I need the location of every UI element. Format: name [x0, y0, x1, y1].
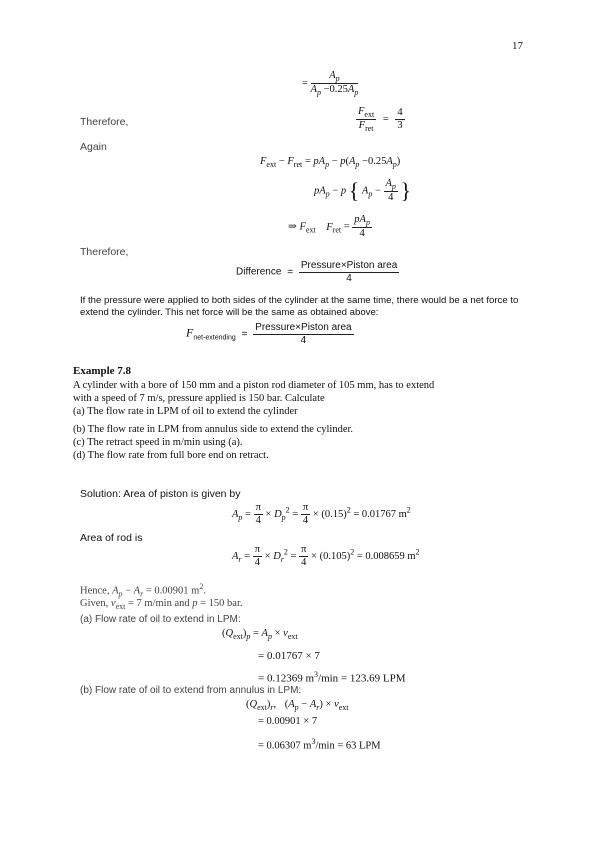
symbol-Q: Q	[225, 628, 234, 639]
equals-sign: =	[245, 508, 251, 520]
equals-sign: =	[304, 156, 311, 167]
coefficient: −0.25	[362, 156, 387, 167]
symbol-A: A	[385, 178, 392, 189]
symbol-A: A	[318, 156, 326, 167]
symbol-A: A	[261, 628, 268, 639]
equals-sign: =	[290, 550, 297, 562]
symbol-A: A	[386, 156, 393, 167]
symbol-A: A	[309, 699, 317, 710]
denominator-4: 4	[301, 557, 307, 569]
symbol-A: A	[133, 585, 141, 597]
subscript-p: p	[267, 632, 272, 642]
subscript-ext: ext	[287, 632, 298, 642]
numerator-pi: π	[253, 544, 262, 557]
net-force-paragraph	[80, 295, 518, 319]
equals-sign: =	[287, 266, 294, 278]
open-brace: {	[348, 178, 360, 204]
solution-part-b: (b) Flow rate of oil to extend from annulus in LPM:	[80, 685, 302, 696]
symbol-A: A	[359, 214, 366, 225]
subscript-ext: ext	[115, 602, 126, 612]
flow-b-value: = 0.06307 m	[258, 740, 312, 752]
times-sign: ×	[265, 508, 272, 520]
equation-rod-area	[232, 544, 420, 569]
page-number: 17	[512, 40, 523, 52]
symbol-p: p	[314, 185, 320, 197]
numerator-4: 4	[397, 107, 403, 119]
symbol-v: v	[334, 699, 339, 710]
superscript-2: 2	[283, 547, 288, 557]
flow-b-lpm: /min = 63 LPM	[315, 740, 381, 752]
numerator-pi: π	[299, 544, 308, 557]
subscript-p: p	[365, 218, 370, 228]
rod-diameter-value: (0.105)	[319, 550, 351, 562]
symbol-Q: Q	[249, 699, 258, 710]
symbol-A: A	[232, 550, 239, 562]
superscript-3: 3	[314, 670, 319, 679]
minus-sign: −	[125, 585, 132, 597]
solution-part-a: (a) Flow rate of oil to extend in LPM:	[80, 614, 241, 625]
denominator-4: 4	[300, 334, 307, 346]
subscript-p: p	[325, 189, 330, 199]
period: .	[203, 585, 206, 597]
equation-flow-b-3	[258, 737, 381, 752]
superscript-2: 2	[285, 505, 290, 515]
symbol-F: F	[358, 106, 365, 117]
denominator-4: 4	[346, 272, 352, 284]
coefficient: −0.25	[323, 84, 348, 96]
subscript-p: p	[325, 160, 330, 170]
equation-force-difference: $F_{ext} - F_{ret} = pA_p - p(A_p -0.25A_p)$	[260, 156, 401, 170]
subscript-ext: ext	[364, 110, 375, 120]
label-therefore-1: Therefore,	[80, 116, 129, 128]
symbol-F: F	[287, 156, 294, 167]
given-velocity: = 7 m/min and	[128, 598, 190, 609]
subscript-p: p	[368, 189, 373, 199]
times-sign: ×	[325, 699, 332, 710]
times-sign: ×	[274, 628, 281, 639]
symbol-A: A	[310, 84, 317, 96]
subscript-ret: ret	[293, 160, 303, 170]
superscript-2: 2	[406, 505, 411, 515]
symbol-A: A	[112, 585, 119, 597]
symbol-A: A	[329, 70, 336, 81]
hence-value: = 0.00901 m	[145, 585, 200, 597]
superscript-3: 3	[311, 737, 316, 746]
symbol-D: D	[273, 550, 281, 562]
numerator-pi: π	[254, 502, 263, 515]
symbol-D: D	[274, 508, 282, 520]
piston-area-result: = 0.01767 m	[353, 508, 407, 520]
equation-flow-b-1: $(Q_{ext})_r$, $(A_p - A_r) \times v_{ext}$	[246, 699, 349, 713]
implies-arrow: ⇒	[288, 221, 297, 233]
denominator-4: 4	[255, 515, 261, 527]
example-line: (d) The flow rate from full bore end on retract.	[73, 450, 269, 461]
equation-area-ratio	[302, 70, 358, 98]
equation-brace-form	[314, 178, 411, 204]
symbol-A: A	[232, 508, 239, 520]
given-word: Given,	[80, 598, 109, 609]
subscript-ext: ext	[305, 225, 316, 235]
subscript-p: p	[391, 182, 396, 192]
rod-area-result: = 0.008659 m	[356, 550, 416, 562]
equation-net-force	[186, 322, 354, 346]
subscript-p: p	[355, 160, 360, 170]
denominator-4: 4	[359, 228, 365, 240]
subscript-p: p	[118, 589, 123, 599]
equation-implies	[288, 214, 372, 240]
denominator-4: 4	[388, 192, 394, 204]
symbol-F: F	[299, 221, 306, 233]
minus-sign: −	[278, 156, 285, 167]
numerator-pi: π	[301, 502, 310, 515]
subscript-p: p	[294, 703, 299, 713]
superscript-2: 2	[199, 582, 204, 591]
equation-flow-a-3	[258, 670, 406, 685]
times-sign: ×	[264, 550, 271, 562]
hence-word: Hence,	[80, 585, 110, 597]
symbol-A: A	[361, 185, 369, 197]
difference-word: Difference	[236, 266, 282, 278]
example-line: (b) The flow rate in LPM from annulus side to extend the cylinder.	[73, 424, 354, 435]
numerator-pressure-area: Pressure×Piston area	[255, 322, 352, 333]
flow-a-value: = 0.12369 m	[258, 672, 315, 685]
label-therefore-2: Therefore,	[80, 246, 129, 258]
equals-sign: =	[253, 628, 259, 639]
example-line: (a) The flow rate in LPM of oil to extend the cylinder	[73, 406, 298, 417]
symbol-v: v	[283, 628, 288, 639]
minus-sign: −	[374, 185, 381, 197]
equals-sign: =	[244, 550, 251, 562]
equals-sign: =	[382, 114, 389, 126]
subscript-p: p	[354, 88, 359, 98]
equals-sign: =	[343, 221, 350, 233]
symbol-F: F	[326, 221, 333, 233]
example-line: with a speed of 7 m/s, pressure applied is 150 bar. Calculate	[73, 393, 325, 404]
given-line	[80, 598, 243, 611]
subscript-p: p	[238, 513, 243, 523]
symbol-p: p	[313, 156, 319, 167]
paragraph-line: extend the cylinder. This net force will be the same as obtained above:	[80, 307, 379, 318]
example-title: Example 7.8	[73, 365, 132, 377]
subscript-ext: ext	[266, 160, 277, 170]
symbol-p: p	[340, 185, 347, 197]
given-pressure: = 150 bar.	[200, 598, 243, 609]
label-area-of-rod: Area of rod is	[80, 532, 143, 544]
subscript-p: p	[246, 632, 251, 642]
subscript-r: r	[280, 555, 284, 565]
times-sign: ×	[311, 550, 317, 562]
symbol-A: A	[349, 156, 356, 167]
subscript-p: p	[281, 513, 286, 523]
symbol-A: A	[288, 699, 295, 710]
equals-sign: =	[292, 508, 299, 520]
hence-line	[80, 582, 206, 599]
symbol-F: F	[186, 325, 194, 340]
subscript-ext: ext	[233, 632, 243, 642]
denominator-3: 3	[397, 120, 403, 132]
subscript-ret: ret	[365, 124, 374, 134]
solution-lead: Solution: Area of piston is given by	[80, 488, 241, 500]
equation-flow-b-2: = 0.00901 × 7	[258, 716, 318, 727]
symbol-A: A	[347, 84, 355, 96]
subscript-ext: ext	[338, 703, 349, 713]
times-sign: ×	[312, 508, 319, 520]
label-again: Again	[80, 141, 107, 153]
flow-a-lpm: /min = 123.69 LPM	[318, 672, 406, 685]
subscript-r: r	[140, 589, 144, 599]
equals-sign: =	[241, 328, 248, 340]
equation-force-ratio	[356, 106, 405, 134]
subscript-p: p	[335, 74, 340, 84]
symbol-A: A	[319, 185, 326, 197]
paragraph-line: If the pressure were applied to both sides of the cylinder at the same time, there would be a net force to	[80, 295, 519, 306]
minus-sign: −	[301, 699, 308, 710]
example-line: A cylinder with a bore of 150 mm and a piston rod diameter of 105 mm, has to extend	[73, 380, 435, 391]
subscript-net-extending: net-extending	[193, 334, 236, 342]
piston-diameter-value: (0.15)	[321, 508, 347, 520]
example-line: (c) The retract speed in m/min using (a).	[73, 437, 243, 448]
subscript-r: r	[270, 703, 274, 713]
equation-flow-a-1: $(Q_{ext})_p = A_p \times v_{ext}$	[222, 628, 298, 642]
symbol-v: v	[110, 598, 116, 609]
symbol-F: F	[358, 120, 366, 132]
comma: ,	[273, 699, 277, 710]
subscript-ext: ext	[257, 703, 267, 713]
symbol-F: F	[260, 156, 267, 167]
subscript-r: r	[316, 703, 320, 713]
denominator-4: 4	[302, 515, 309, 527]
example-body	[73, 379, 434, 462]
denominator-4: 4	[254, 557, 260, 569]
symbol-p: p	[192, 598, 198, 609]
superscript-2: 2	[415, 547, 420, 557]
subscript-ret: ret	[332, 225, 342, 235]
equation-piston-area	[232, 502, 411, 527]
numerator-pressure-area: Pressure×Piston area	[300, 260, 398, 271]
symbol-p: p	[354, 214, 360, 225]
minus-sign: −	[331, 156, 338, 167]
close-brace: }	[400, 178, 412, 204]
subscript-p: p	[316, 88, 321, 98]
equals-sign: =	[302, 78, 308, 90]
superscript-2: 2	[350, 547, 355, 557]
equation-flow-a-2: = 0.01767 × 7	[258, 650, 320, 662]
minus-sign: −	[332, 185, 339, 197]
equation-difference	[236, 260, 399, 284]
symbol-p: p	[340, 156, 346, 167]
superscript-2: 2	[346, 505, 351, 515]
subscript-p: p	[392, 160, 397, 170]
subscript-r: r	[238, 555, 242, 565]
